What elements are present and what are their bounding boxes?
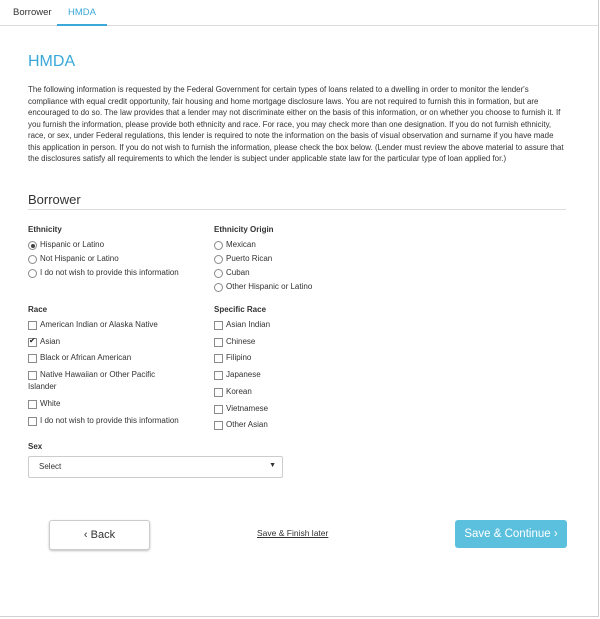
option-label: Asian [40, 337, 61, 346]
sex-select-value: Select [39, 462, 62, 471]
checkbox[interactable] [214, 338, 223, 347]
radio-button[interactable] [214, 269, 223, 278]
option-label: Cuban [226, 268, 250, 277]
specific-race-option-filipino[interactable] [214, 353, 251, 363]
checkbox[interactable] [28, 354, 37, 363]
radio-button[interactable] [214, 241, 223, 250]
option-label: Other Hispanic or Latino [226, 282, 313, 291]
option-label: Other Asian [226, 420, 268, 429]
origin-option-cuban[interactable] [214, 268, 250, 278]
specific-race-option-japanese[interactable] [214, 370, 261, 380]
origin-option-mexican[interactable] [214, 240, 256, 250]
radio-button[interactable] [214, 255, 223, 264]
tab-hmda[interactable]: HMDA [57, 0, 107, 26]
tab-borrower[interactable]: Borrower [13, 7, 52, 18]
specific-race-option-other-asian[interactable] [214, 420, 268, 430]
checkbox[interactable] [28, 321, 37, 330]
radio-button[interactable] [28, 241, 37, 250]
option-label: Not Hispanic or Latino [40, 254, 119, 263]
option-label: Native Hawaiian or Other Pacific [40, 370, 156, 379]
option-label: Chinese [226, 337, 256, 346]
option-label: Korean [226, 387, 252, 396]
checkbox[interactable] [28, 371, 37, 380]
race-option-asian[interactable] [28, 337, 60, 347]
option-label: White [40, 399, 61, 408]
sex-select[interactable] [28, 456, 283, 478]
section-divider [28, 209, 566, 210]
radio-button[interactable] [28, 269, 37, 278]
caret-down-icon: ▼ [269, 462, 276, 469]
ethnicity-origin-label: Ethnicity Origin [214, 225, 274, 234]
tab-bar [0, 0, 598, 26]
option-label-continued: Islander [28, 382, 57, 391]
option-label: I do not wish to provide this information [40, 416, 179, 425]
race-option-white[interactable] [28, 399, 60, 409]
race-option-black[interactable] [28, 353, 131, 363]
radio-button[interactable] [28, 255, 37, 264]
checkbox[interactable] [28, 400, 37, 409]
save-finish-later-link[interactable]: Save & Finish later [257, 528, 329, 538]
specific-race-option-vietnamese[interactable] [214, 404, 268, 414]
section-title: Borrower [28, 192, 81, 207]
checkbox[interactable] [214, 371, 223, 380]
origin-option-puerto-rican[interactable] [214, 254, 272, 264]
option-label: Black or African American [40, 353, 132, 362]
race-option-american-indian[interactable] [28, 320, 158, 330]
option-label: I do not wish to provide this information [40, 268, 179, 277]
save-continue-button[interactable]: Save & Continue › [455, 520, 567, 548]
specific-race-label: Specific Race [214, 305, 267, 314]
checkbox[interactable] [214, 354, 223, 363]
page-title: HMDA [28, 53, 76, 70]
ethnicity-label: Ethnicity [28, 225, 62, 234]
option-label: Puerto Rican [226, 254, 273, 263]
checkbox[interactable] [214, 421, 223, 430]
checkbox[interactable] [214, 321, 223, 330]
race-label: Race [28, 305, 48, 314]
race-option-pacific-islander-continued[interactable] [28, 382, 56, 392]
checkbox[interactable] [28, 417, 37, 426]
checkbox[interactable] [214, 388, 223, 397]
option-label: Filipino [226, 353, 252, 362]
intro-paragraph: The following information is requested by the Federal Government for certain types of loans related to a dwelling in order to monitor the lender's compliance with equal credit opportunity, fair housing and home mortgage disclosure laws. You are not required to furnish this in formation, but are encouraged to do so. The law provides that a lender may not discriminate either on the basis of this information, or on whether you choose to furnish it. If you furnish the information, please provide both ethnicity and race. For race, you may check more than one designation. If you do not furnish ethnicity, race, or sex, under Federal regulations, this lender is required to note the information on the basis of visual observation and surname if you have made this application in person. If you do not wish to furnish the information, please check the box below. (Lender must review the above material to assure that the disclosures satisfy all requirements to which the lender is subject under applicable state law for the particular type of loan applied for.) [28, 85, 564, 163]
sex-label: Sex [28, 442, 43, 451]
checkbox[interactable] [28, 338, 37, 347]
option-label: Asian Indian [226, 320, 271, 329]
option-label: American Indian or Alaska Native [40, 320, 158, 329]
specific-race-option-asian-indian[interactable] [214, 320, 270, 330]
option-label: Vietnamese [226, 404, 269, 413]
back-button[interactable]: ‹ Back [49, 520, 150, 550]
specific-race-option-chinese[interactable] [214, 337, 255, 347]
ethnicity-option-decline[interactable] [28, 268, 179, 278]
option-label: Hispanic or Latino [40, 240, 105, 249]
ethnicity-option-not-hispanic[interactable] [28, 254, 119, 264]
checkbox[interactable] [214, 405, 223, 414]
option-label: Mexican [226, 240, 256, 249]
origin-option-other[interactable] [214, 282, 312, 292]
race-option-decline[interactable] [28, 416, 179, 426]
radio-button[interactable] [214, 283, 223, 292]
option-label: Japanese [226, 370, 261, 379]
ethnicity-option-hispanic[interactable] [28, 240, 104, 250]
race-option-pacific-islander[interactable] [28, 370, 155, 380]
specific-race-option-korean[interactable] [214, 387, 252, 397]
